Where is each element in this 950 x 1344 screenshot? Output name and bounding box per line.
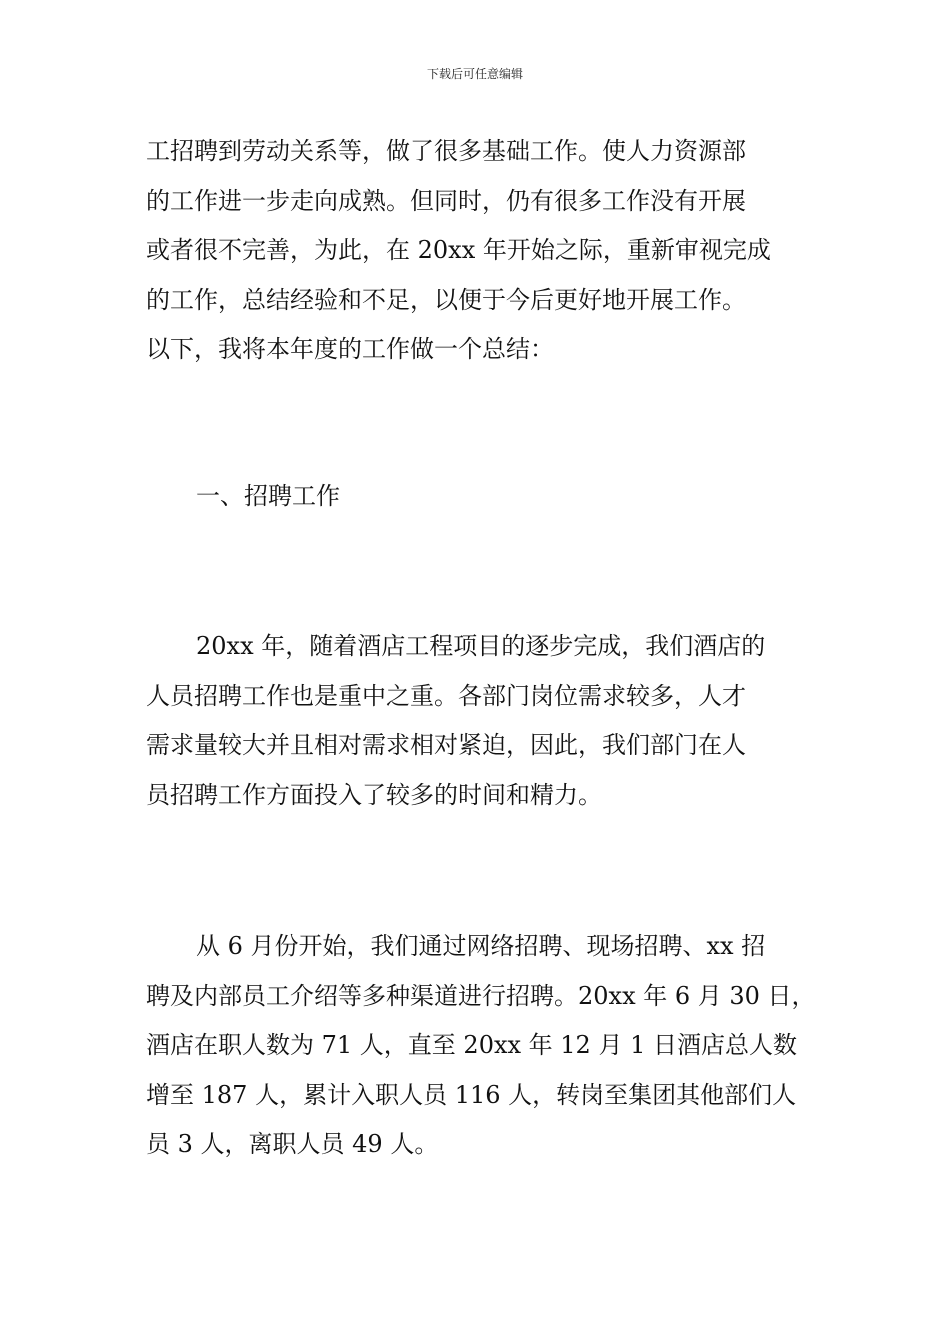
text-line: 员招聘工作方面投入了较多的时间和精力。: [146, 780, 602, 809]
section-heading-recruitment: 一、招聘工作: [196, 482, 340, 510]
text-line: 需求量较大并且相对需求相对紧迫，因此，我们部门在人: [146, 731, 746, 759]
paragraph-recruitment-stats: [146, 922, 816, 1170]
text-line: 从 6 月份开始，我们通过网络招聘、现场招聘、xx 招: [196, 932, 766, 960]
text-line: 增至 187 人，累计入职人员 116 人，转岗至集团其他部们人: [146, 1080, 797, 1109]
paragraph-intro: [146, 127, 816, 375]
text-line: 以下，我将本年度的工作做一个总结：: [146, 335, 554, 363]
text-line: 的工作，总结经验和不足，以便于今后更好地开展工作。: [146, 285, 746, 314]
text-line: 聘及内部员工介绍等多种渠道进行招聘。20xx 年 6 月 30 日，: [146, 981, 816, 1010]
page-header-note: 下载后可任意编辑: [426, 67, 523, 81]
text-line: 人员招聘工作也是重中之重。各部门岗位需求较多，人才: [146, 681, 746, 710]
text-line: 员 3 人，离职人员 49 人。: [146, 1130, 439, 1158]
paragraph-recruitment-overview: [146, 622, 816, 820]
text-line: 20xx 年，随着酒店工程项目的逐步完成，我们酒店的: [196, 632, 766, 660]
text-line: 酒店在职人数为 71 人，直至 20xx 年 12 月 1 日酒店总人数: [146, 1031, 797, 1059]
text-line: 工招聘到劳动关系等，做了很多基础工作。使人力资源部: [146, 137, 746, 165]
text-line: 的工作进一步走向成熟。但同时，仍有很多工作没有开展: [146, 186, 746, 215]
text-line: 或者很不完善，为此，在 20xx 年开始之际，重新审视完成: [146, 236, 771, 264]
